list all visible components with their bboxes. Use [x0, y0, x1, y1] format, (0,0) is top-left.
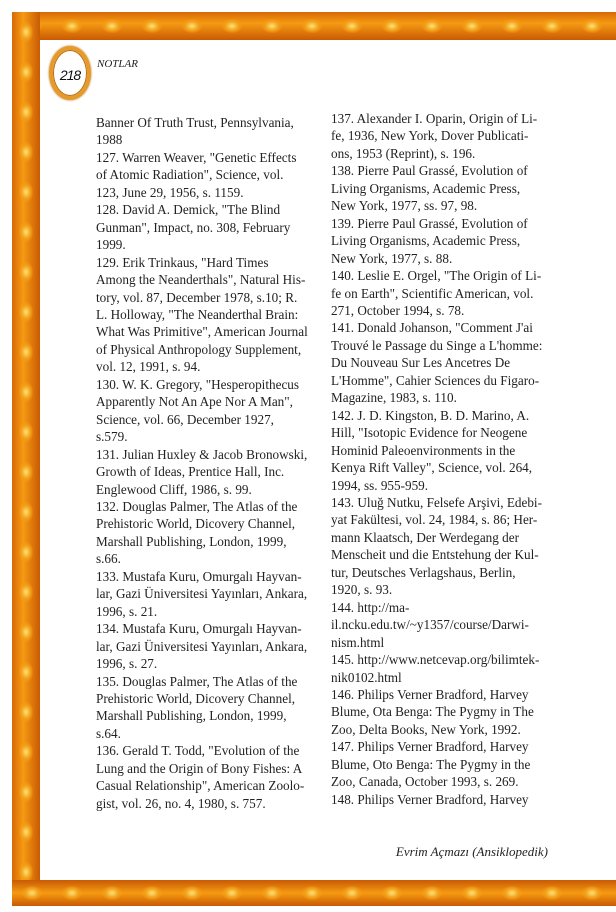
note-line: 148. Philips Verner Bradford, Harvey — [331, 791, 529, 807]
page-number: 218 — [59, 67, 81, 83]
note-line: s.64. — [96, 725, 121, 741]
note-line: Hominid Paleoenvironments in the — [331, 442, 516, 458]
note-line: fe, 1936, New York, Dover Publicati- — [331, 128, 529, 144]
note-line: fe on Earth", Scientific American, vol. — [331, 285, 534, 301]
note-line: nik0102.html — [331, 669, 402, 685]
note-line: 128. David A. Demick, "The Blind — [96, 202, 281, 218]
note-line: Lung and the Origin of Bony Fishes: A — [96, 760, 303, 776]
note-line: 1996, s. 27. — [96, 656, 158, 672]
note-line: Apparently Not An Ape Nor A Man", — [96, 394, 293, 410]
note-line: Science, vol. 66, December 1927, — [96, 411, 274, 427]
notes-column-right — [331, 110, 542, 808]
ornamental-border-bottom — [12, 880, 616, 906]
note-line: Menscheit und die Entstehung der Kul- — [331, 547, 539, 563]
note-line: Zoo, Canada, October 1993, s. 269. — [331, 774, 519, 790]
note-line: gist, vol. 26, no. 4, 1980, s. 757. — [96, 795, 266, 811]
note-line: 141. Donald Johanson, "Comment J'ai — [331, 320, 533, 336]
note-line: of Physical Anthropology Supplement, — [96, 341, 302, 357]
section-title: NOTLAR — [97, 58, 138, 70]
note-line: New York, 1977, ss. 97, 98. — [331, 198, 478, 214]
note-line: Hill, "Isotopic Evidence for Neogene — [331, 425, 528, 441]
note-line: 133. Mustafa Kuru, Omurgalı Hayvan- — [96, 568, 302, 584]
note-line: 144. http://ma- — [331, 599, 410, 615]
ornamental-border-top — [12, 12, 616, 40]
note-line: 138. Pierre Paul Grassé, Evolution of — [331, 163, 528, 179]
note-line: Du Nouveau Sur Les Ancetres De — [331, 355, 511, 371]
note-line: lar, Gazi Üniversitesi Yayınları, Ankara, — [96, 586, 308, 602]
note-line: 1999. — [96, 237, 126, 253]
note-line: 139. Pierre Paul Grassé, Evolution of — [331, 215, 528, 231]
note-line: lar, Gazi Üniversitesi Yayınları, Ankara, — [96, 638, 308, 654]
page-number-medallion — [49, 46, 91, 100]
note-line: 135. Douglas Palmer, The Atlas of the — [96, 673, 298, 689]
note-line: Zoo, Delta Books, New York, 1992. — [331, 721, 521, 737]
note-line: Living Organisms, Academic Press, — [331, 233, 521, 249]
note-line: 1994, ss. 955-959. — [331, 477, 429, 493]
note-line: of Atomic Radiation", Science, vol. — [96, 167, 284, 183]
note-line: 136. Gerald T. Todd, "Evolution of the — [96, 743, 300, 759]
note-line: 1920, s. 93. — [331, 582, 393, 598]
note-line: nism.html — [331, 634, 385, 650]
note-line: mann Klaatsch, Der Werdegang der — [331, 529, 520, 545]
note-line: 147. Philips Verner Bradford, Harvey — [331, 739, 529, 755]
note-line: ons, 1953 (Reprint), s. 196. — [331, 145, 476, 161]
note-line: 271, October 1994, s. 78. — [331, 302, 465, 318]
note-line: 131. Julian Huxley & Jacob Bronowski, — [96, 446, 308, 462]
note-line: Gunman", Impact, no. 308, February — [96, 219, 291, 235]
note-line: Growth of Ideas, Prentice Hall, Inc. — [96, 464, 285, 480]
note-line: 146. Philips Verner Bradford, Harvey — [331, 686, 529, 702]
note-line: s.66. — [96, 551, 121, 567]
note-line: s.579. — [96, 429, 128, 445]
note-line: 137. Alexander I. Oparin, Origin of Li- — [331, 111, 538, 126]
note-line: Trouvé le Passage du Singe a L'homme: — [331, 337, 543, 353]
note-line: tory, vol. 87, December 1978, s.10; R. — [96, 289, 298, 305]
notes-column-left — [96, 114, 308, 812]
note-line: 129. Erik Trinkaus, "Hard Times — [96, 254, 269, 270]
note-line: 130. W. K. Gregory, "Hesperopithecus — [96, 376, 300, 392]
note-line: 123, June 29, 1956, s. 1159. — [96, 184, 244, 200]
book-title-footer: Evrim Açmazı (Ansiklopedik) — [395, 844, 548, 859]
note-line: 145. http://www.netcevap.org/bilimtek- — [331, 652, 540, 668]
note-line: Blume, Oto Benga: The Pygmy in the — [331, 756, 531, 772]
note-line: 132. Douglas Palmer, The Atlas of the — [96, 498, 298, 514]
note-line: Blume, Ota Benga: The Pygmy in The — [331, 704, 534, 720]
note-line: Prehistoric World, Dicovery Channel, — [96, 516, 296, 532]
note-line: yat Fakültesi, vol. 24, 1984, s. 86; Her- — [331, 512, 538, 528]
note-line: Prehistoric World, Dicovery Channel, — [96, 690, 296, 706]
note-line: Banner Of Truth Trust, Pennsylvania, — [96, 115, 294, 130]
note-line: 127. Warren Weaver, "Genetic Effects — [96, 149, 297, 165]
note-line: 1988 — [96, 132, 123, 148]
note-line: L'Homme", Cahier Sciences du Figaro- — [331, 372, 540, 388]
note-line: New York, 1977, s. 88. — [331, 250, 453, 266]
note-line: 1996, s. 21. — [96, 603, 158, 619]
note-line: tur, Deutsches Verlagshaus, Berlin, — [331, 564, 516, 580]
note-line: Kenya Rift Valley", Science, vol. 264, — [331, 460, 533, 476]
note-line: Magazine, 1983, s. 110. — [331, 390, 457, 406]
note-line: 143. Uluğ Nutku, Felsefe Arşivi, Edebi- — [331, 494, 542, 510]
note-line: L. Holloway, "The Neanderthal Brain: — [96, 306, 299, 322]
note-line: Casual Relationship", American Zoolo- — [96, 778, 305, 794]
note-line: Marshall Publishing, London, 1999, — [96, 533, 287, 549]
note-line: Englewood Cliff, 1986, s. 99. — [96, 481, 252, 497]
note-line: il.ncku.edu.tw/~y1357/course/Darwi- — [331, 617, 529, 633]
note-line: What Was Primitive", American Journal — [96, 324, 308, 340]
note-line: 142. J. D. Kingston, B. D. Marino, A. — [331, 407, 530, 423]
note-line: Among the Neanderthals", Natural His- — [96, 272, 306, 288]
note-line: 134. Mustafa Kuru, Omurgalı Hayvan- — [96, 621, 302, 637]
note-line: vol. 12, 1991, s. 94. — [96, 359, 201, 375]
note-line: Living Organisms, Academic Press, — [331, 180, 521, 196]
ornamental-border-left — [12, 12, 40, 904]
note-line: Marshall Publishing, London, 1999, — [96, 708, 287, 724]
note-line: 140. Leslie E. Orgel, "The Origin of Li- — [331, 268, 542, 284]
